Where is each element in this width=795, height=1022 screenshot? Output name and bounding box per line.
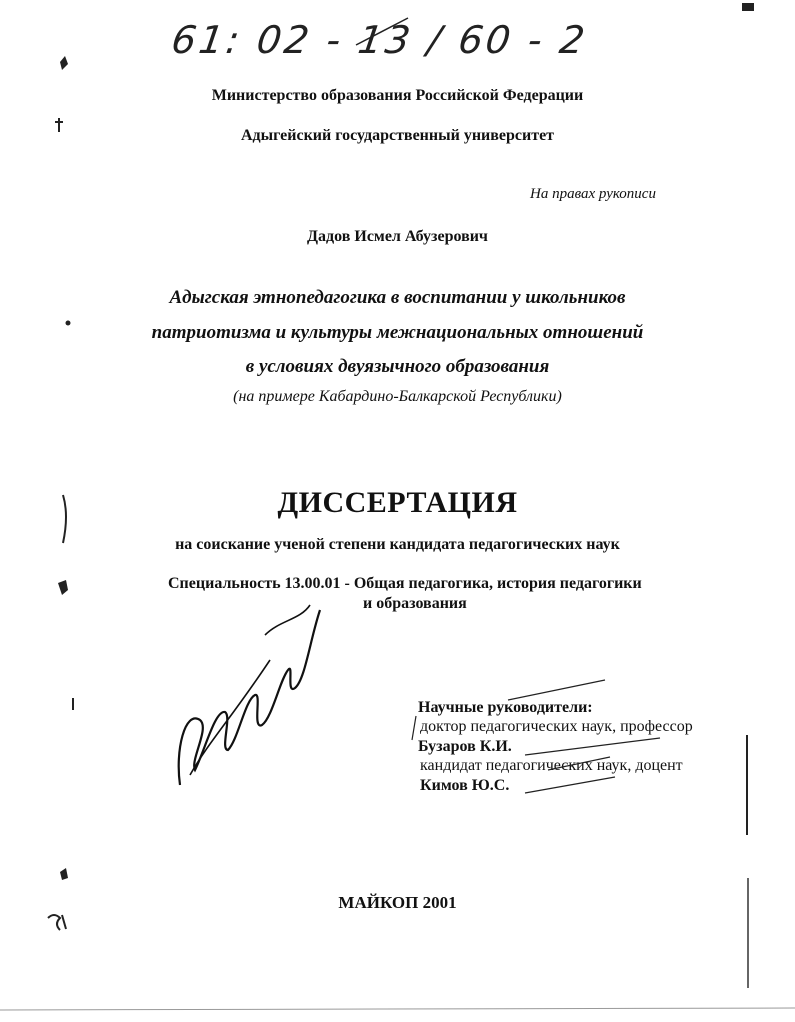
- scan-speck: [58, 580, 68, 595]
- title-subtitle: (на примере Кабардино-Балкарской Республики): [233, 388, 562, 405]
- scan-speck: [63, 495, 66, 543]
- supervisors-heading: Научные руководители:: [418, 699, 593, 716]
- author-name: Дадов Исмел Абузерович: [307, 228, 488, 245]
- scan-speck: [60, 868, 68, 880]
- city-year: МАЙКОП 2001: [338, 893, 457, 912]
- scan-speck: [742, 3, 754, 11]
- university-name: Адыгейский государственный университет: [240, 127, 555, 144]
- title-line-3: в условиях двуязычного образования: [245, 356, 550, 377]
- pen-stroke: [356, 18, 408, 45]
- supervisor-1-name: Бузаров К.И.: [418, 738, 512, 755]
- pen-stroke: [525, 777, 615, 793]
- pen-stroke: [548, 757, 610, 770]
- ministry-name: Министерство образования Российской Федерации: [211, 87, 584, 104]
- scan-speck: [60, 56, 68, 70]
- pen-stroke: [412, 716, 416, 740]
- pen-stroke: [525, 738, 660, 755]
- supervisor-1-title: доктор педагогических наук, профессор: [420, 718, 693, 735]
- scan-speck: [55, 118, 63, 132]
- scan-speck: [66, 321, 71, 326]
- supervisor-2-title: кандидат педагогических наук, доцент: [420, 757, 683, 774]
- scan-edge: [0, 1008, 795, 1010]
- archive-number-handwritten: 61: 02 - 13 / 60 - 2: [168, 18, 591, 62]
- specialty-line-2: и образования: [363, 595, 467, 612]
- supervisor-2-name: Кимов Ю.С.: [420, 777, 510, 794]
- degree-line: на соискание ученой степени кандидата педагогических наук: [175, 536, 620, 553]
- specialty-line-1: Специальность 13.00.01 - Общая педагогика, история педагогики: [168, 575, 642, 592]
- signature: [170, 600, 330, 800]
- pen-stroke: [508, 680, 605, 700]
- title-line-2: патриотизма и культуры межнациональных отношений: [151, 322, 644, 343]
- title-line-1: Адыгская этнопедагогика в воспитании у школьников: [169, 287, 626, 308]
- document-type: ДИССЕРТАЦИЯ: [277, 486, 518, 519]
- manuscript-rights: На правах рукописи: [530, 186, 656, 202]
- scan-speck: [48, 915, 66, 930]
